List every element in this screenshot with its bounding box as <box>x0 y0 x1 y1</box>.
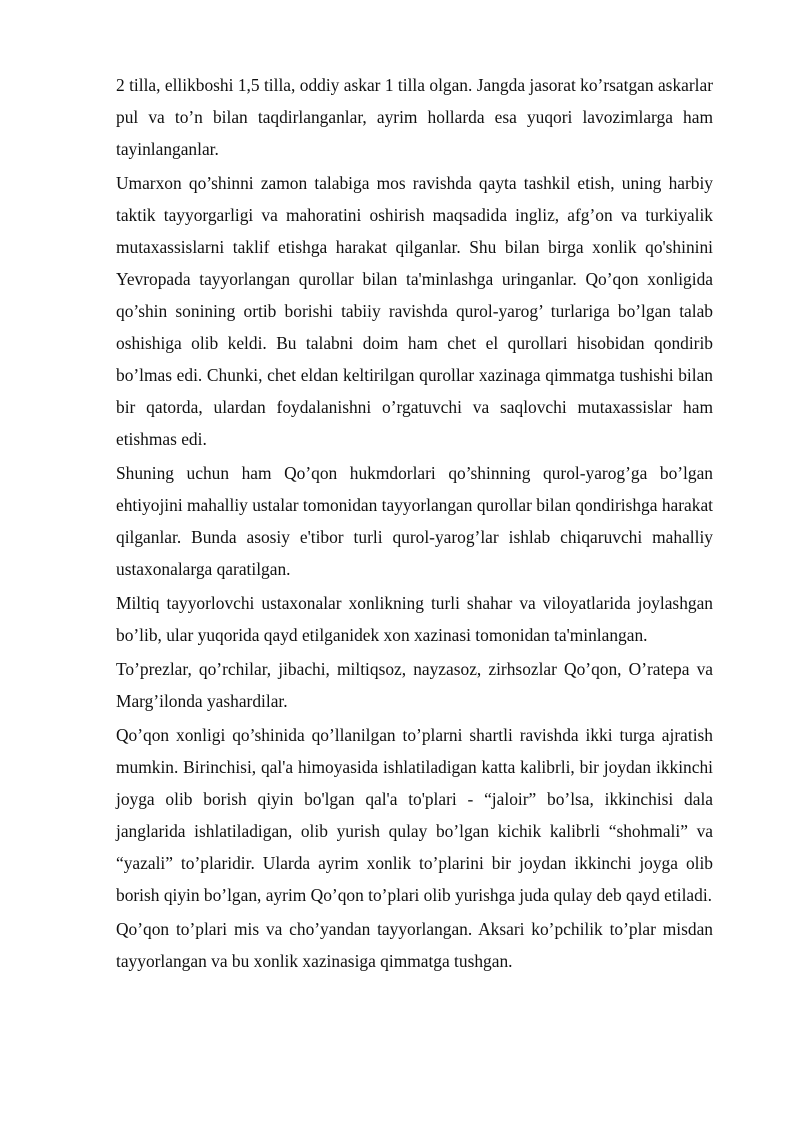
paragraph-5: To’prezlar, qo’rchilar, jibachi, miltiqsoz, nayzasoz, zirhsozlar Qo’qon, O’ratepa va Marg’ilonda yashardilar. <box>116 659 713 711</box>
paragraph-1: 2 tilla, ellikboshi 1,5 tilla, oddiy askar 1 tilla olgan. Jangda jasorat ko’rsatgan askarlar pul va to’n bilan taqdirlanganlar, ayrim hollarda esa yuqori lavozimlarga ham tayinlanganlar. <box>116 75 713 159</box>
paragraph-2: Umarxon qo’shinni zamon talabiga mos ravishda qayta tashkil etish, uning harbiy taktik tayyorgarligi va mahoratini oshirish maqsadida ingliz, afg’on va turkiyalik mutaxassislarni taklif etishga harakat qilganlar. Shu bilan birga xonlik qo'shinini Yevropada tayyorlangan qurollar bilan ta'minlashga uringanlar. Qo’qon xonligida qo’shin sonining ortib borishi tabiiy ravishda qurol-yarog’ turlariga bo’lgan talab oshishiga olib keldi. Bu talabni doim ham chet el qurollari hisobidan qondirib bo’lmas edi. Chunki, chet eldan keltirilgan qurollar xazinaga qimmatga tushishi bilan bir qatorda, ulardan foydalanishni o’rgatuvchi va saqlovchi mutaxassislar ham etishmas edi. <box>116 173 713 449</box>
document-page <box>116 69 713 979</box>
paragraph-3: Shuning uchun ham Qo’qon hukmdorlari qo’shinning qurol-yarog’ga bo’lgan ehtiyojini mahalliy ustalar tomonidan tayyorlangan qurollar bilan qondirishga harakat qilganlar. Bunda asosiy e'tibor turli qurol-yarog’lar ishlab chiqaruvchi mahalliy ustaxonalarga qaratilgan. <box>116 463 713 579</box>
paragraph-4: Miltiq tayyorlovchi ustaxonalar xonlikning turli shahar va viloyatlarida joylashgan bo’lib, ular yuqorida qayd etilganidek xon xazinasi tomonidan ta'minlangan. <box>116 593 713 645</box>
paragraph-7: Qo’qon to’plari mis va cho’yandan tayyorlangan. Aksari ko’pchilik to’plar misdan tayyorlangan va bu xonlik xazinasiga qimmatga tushgan. <box>116 919 713 971</box>
paragraph-6: Qo’qon xonligi qo’shinida qo’llanilgan to’plarni shartli ravishda ikki turga ajratish mumkin. Birinchisi, qal'a himoyasida ishlatiladigan katta kalibrli, bir joydan ikkinchi joyga olib borish qiyin bo'lgan qal'a to'plari - “jaloir” bo’lsa, ikkinchisi dala janglarida ishlatiladigan, olib yurish qulay bo’lgan kichik kalibrli “shohmali” va “yazali” to’plaridir. Ularda ayrim xonlik to’plarini bir joydan ikkinchi joyga olib borish qiyin bo’lgan, ayrim Qo’qon to’plari olib yurishga juda qulay deb qayd etiladi. <box>116 725 713 905</box>
